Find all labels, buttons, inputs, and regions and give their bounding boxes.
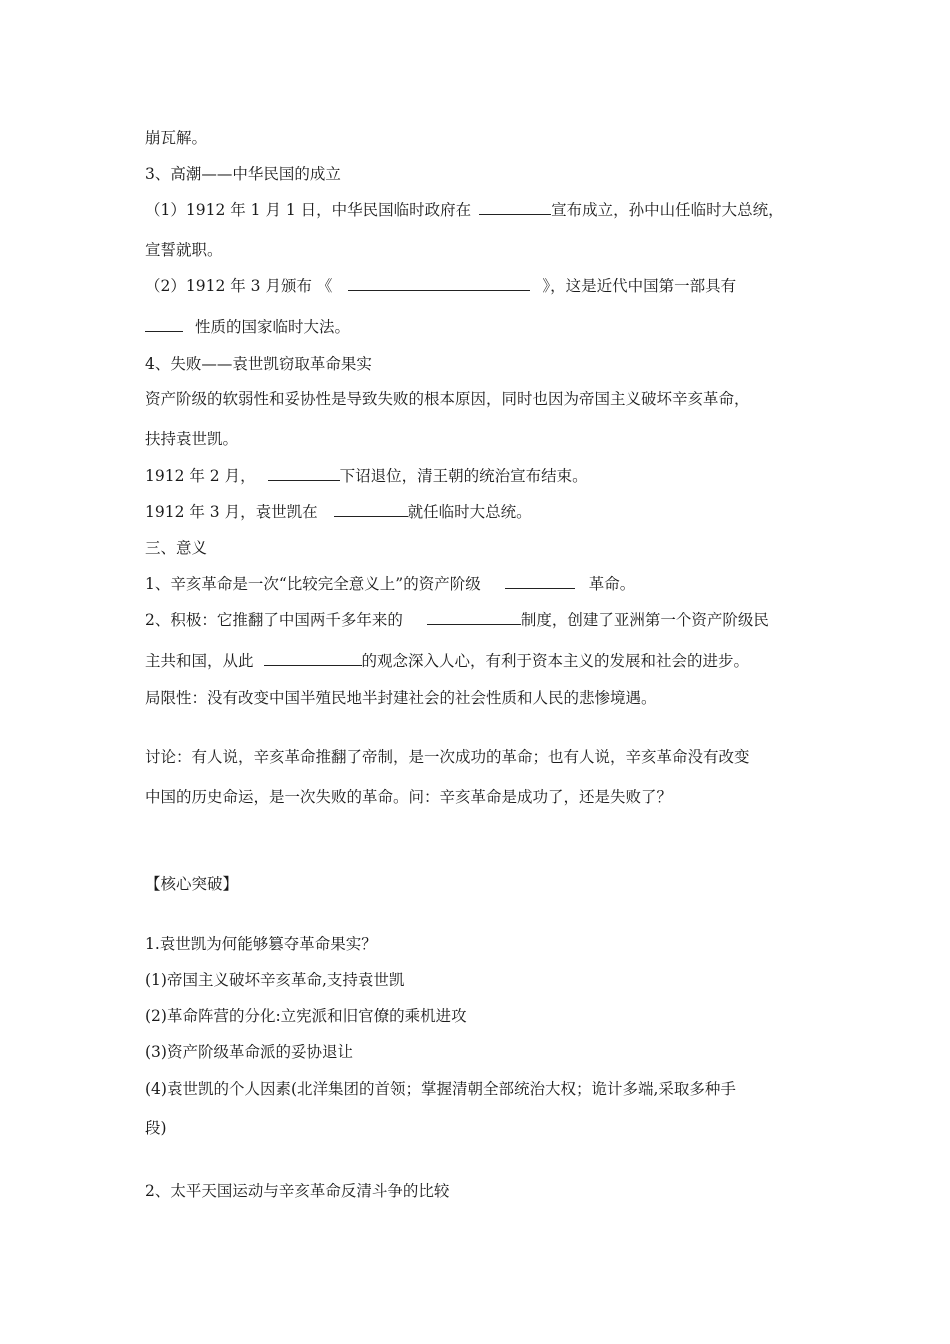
fill-blank[interactable] [334, 502, 408, 517]
text-line: 性质的国家临时大法。 [145, 317, 350, 337]
list-item: 段) [145, 1119, 167, 1137]
list-item: (2)革命阵营的分化:立宪派和旧官僚的乘机进攻 [145, 1007, 467, 1025]
fill-blank[interactable] [427, 610, 521, 625]
section-heading: 【核心突破】 [145, 875, 239, 893]
list-item: (1)帝国主义破坏辛亥革命,支持袁世凯 [145, 971, 405, 989]
section-heading: 4、失败——袁世凯窃取革命果实 [145, 355, 372, 373]
text-line: 1912 年 2 月， 下诏退位，清王朝的统治宣布结束。 [145, 467, 588, 485]
list-item: (3)资产阶级革命派的妥协退让 [145, 1043, 353, 1061]
text-line: 崩瓦解。 [145, 129, 208, 147]
section-heading: 三、意义 [145, 539, 208, 557]
discussion-text: 讨论：有人说，辛亥革命推翻了帝制，是一次成功的革命；也有人说，辛亥革命没有改变 [145, 748, 750, 766]
text-line: 扶持袁世凯。 [145, 430, 239, 448]
question: 2、太平天国运动与辛亥革命反清斗争的比较 [145, 1182, 450, 1200]
text-line: 1、辛亥革命是一次“比较完全意义上”的资产阶级 革命。 [145, 575, 636, 593]
text-line: 资产阶级的软弱性和妥协性是导致失败的根本原因，同时也因为帝国主义破坏辛亥革命， [145, 390, 750, 408]
text-line: 局限性：没有改变中国半殖民地半封建社会的社会性质和人民的悲惨境遇。 [145, 689, 657, 707]
text-line: 2、积极：它推翻了中国两千多年来的 制度，创建了亚洲第一个资产阶级民 [145, 611, 769, 629]
text-line: 1912 年 3 月，袁世凯在 就任临时大总统。 [145, 503, 532, 521]
list-item: (4)袁世凯的个人因素(北洋集团的首领；掌握清朝全部统治大权；诡计多端,采取多种手 [145, 1080, 736, 1098]
fill-blank[interactable] [479, 200, 551, 215]
fill-blank[interactable] [264, 651, 362, 666]
fill-blank[interactable] [145, 317, 183, 332]
text-line: 宣誓就职。 [145, 241, 223, 259]
question: 1.袁世凯为何能够篡夺革命果实？ [145, 935, 377, 953]
section-heading: 3、高潮——中华民国的成立 [145, 165, 341, 183]
fill-blank[interactable] [505, 574, 575, 589]
fill-blank[interactable] [348, 276, 530, 291]
text-line: 主共和国，从此 的观念深入人心，有利于资本主义的发展和社会的进步。 [145, 652, 750, 670]
text-line: （1）1912 年 1 月 1 日，中华民国临时政府在 宣布成立，孙中山任临时大总统， [145, 201, 784, 219]
fill-blank[interactable] [268, 466, 340, 481]
discussion-text: 中国的历史命运，是一次失败的革命。问：辛亥革命是成功了，还是失败了？ [145, 788, 673, 806]
text-line: （2）1912 年 3 月颁布 《 》，这是近代中国第一部具有 [145, 277, 737, 295]
